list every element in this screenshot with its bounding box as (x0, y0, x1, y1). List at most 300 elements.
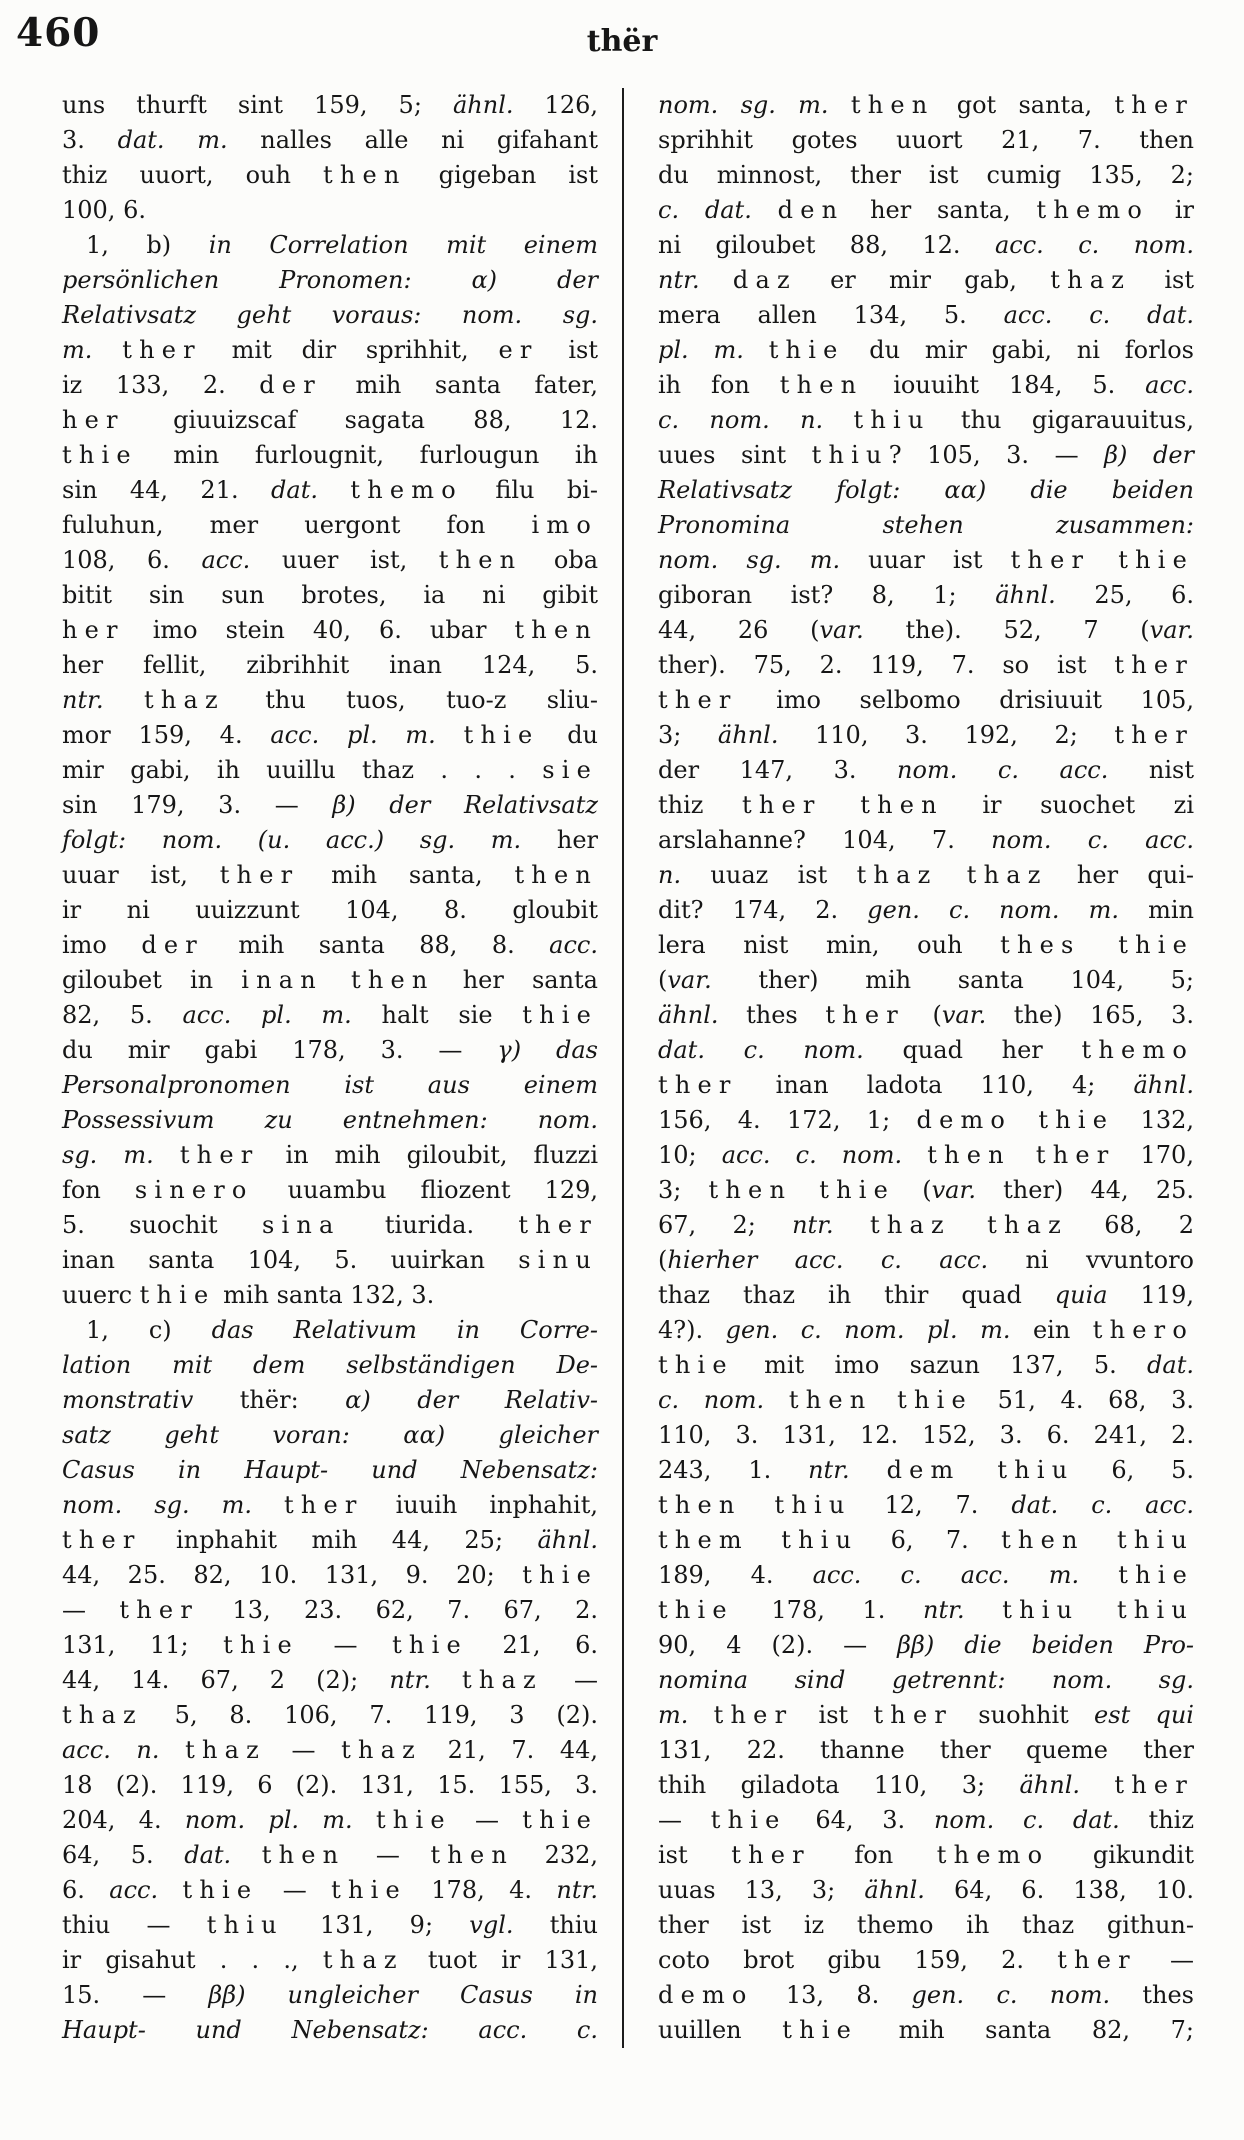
entry-text: thiu (1116, 1526, 1195, 1554)
entry-text: nalles alle ni gifahant (227, 126, 599, 154)
grammar-label: acc. c. acc. m. (812, 1561, 1080, 1589)
entry-text: uns thurft sint 159, 5; (62, 91, 453, 119)
entry-text: 68, 2 (1067, 1211, 1194, 1239)
entry-text: thaz thaz ih thir quad (658, 1281, 1055, 1309)
entry-text: 64, 3. (786, 1806, 934, 1834)
grammar-label: dat. c. acc. (1011, 1491, 1195, 1519)
grammar-label: nom. pl. m. (184, 1806, 353, 1834)
entry-text: her santa, (844, 196, 1037, 224)
entry-text: thiu (853, 406, 931, 434)
text-line (658, 1208, 1194, 1243)
entry-text (902, 1141, 927, 1169)
text-line (658, 753, 1194, 788)
text-line (658, 1768, 1194, 1803)
entry-text: ther) mih santa 104, 5; (711, 966, 1194, 994)
text-line (658, 1558, 1194, 1593)
text-line (658, 1453, 1194, 1488)
entry-text: ther (731, 1841, 811, 1869)
grammar-label: dat. m. (117, 126, 228, 154)
entry-text: ist (658, 1841, 732, 1869)
entry-text: ther (62, 1526, 142, 1554)
text-columns (62, 88, 1194, 2048)
entry-text: — (345, 1841, 431, 1869)
entry-text: 1, b) (62, 231, 209, 259)
text-line (62, 1278, 598, 1313)
grammar-label: Pronomina stehen zusammen: (658, 511, 1194, 539)
entry-text: du mir gabi 178, 3. — (62, 1036, 498, 1064)
entry-text: ther (1114, 91, 1195, 119)
text-line (658, 1978, 1194, 2013)
entry-text: thie (182, 1876, 259, 1904)
text-line (658, 158, 1194, 193)
entry-text: mih santa 132, 3. (215, 1281, 435, 1309)
grammar-label: ntr. (792, 1211, 834, 1239)
entry-text: got santa, (934, 91, 1115, 119)
text-line (658, 648, 1194, 683)
entry-text: thie (1038, 1106, 1115, 1134)
entry-text: 13, 8. (753, 1981, 912, 2009)
grammar-label: Possessivum zu entnehmen: nom. (62, 1106, 598, 1134)
grammar-label: nom. c. acc. (897, 756, 1109, 784)
entry-text: thes (1000, 931, 1081, 959)
grammar-label: Relativsatz folgt: αα) die beiden (658, 476, 1194, 504)
grammar-label: var. (941, 1001, 987, 1029)
entry-text: then (438, 546, 523, 574)
entry-text: thiz (658, 791, 743, 819)
entry-text (431, 1666, 462, 1694)
entry-text: her (521, 826, 598, 854)
grammar-label: lation mit dem selbständigen De- (62, 1351, 598, 1379)
entry-text: ther (713, 1701, 794, 1729)
entry-text (688, 1701, 713, 1729)
text-line (658, 1908, 1194, 1943)
text-line (62, 753, 598, 788)
entry-text: thie (139, 1281, 216, 1309)
entry-text (318, 476, 350, 504)
text-line (62, 1418, 598, 1453)
entry-text: — (265, 1736, 342, 1764)
entry-text: the). 52, 7 ( (863, 616, 1150, 644)
entry-text: thaz (987, 1211, 1068, 1239)
grammar-label: sg. m. (62, 1141, 154, 1169)
text-line (658, 1943, 1194, 1978)
entry-text: inan ladota 110, 4; (737, 1071, 1134, 1099)
entry-text: ir suochet zi (943, 791, 1195, 819)
entry-text: tuot ir 131, (403, 1946, 599, 1974)
entry-text: her (62, 406, 125, 434)
entry-text: ( (658, 1246, 668, 1274)
entry-text: 189, 4. (658, 1561, 813, 1589)
text-line (62, 123, 598, 158)
entry-text: thaz (322, 1946, 404, 1974)
entry-text (1085, 1526, 1117, 1554)
entry-text: her qui- (1047, 861, 1194, 889)
entry-text (850, 1456, 887, 1484)
text-line (658, 1068, 1194, 1103)
entry-text: sinero (134, 1176, 254, 1204)
entry-text: thaz (462, 1666, 543, 1694)
entry-text: — (258, 1876, 332, 1904)
entry-text (104, 686, 144, 714)
entry-text: ther (122, 336, 202, 364)
entry-text: den (777, 196, 845, 224)
entry-text: ist (793, 1701, 874, 1729)
grammar-label: nom. sg. m. (658, 546, 841, 574)
entry-text: ? 105, 3. — (888, 441, 1105, 469)
entry-text: der 147, 3. (658, 756, 898, 784)
grammar-label: m. (62, 336, 93, 364)
grammar-label: satz geht voran: αα) gleicher (62, 1421, 598, 1449)
entry-text: uuar ist, (62, 861, 220, 889)
text-line (658, 473, 1194, 508)
entry-text: 44, 14. 67, 2 (2); (62, 1666, 390, 1694)
entry-text: ist (538, 336, 599, 364)
entry-text: thiz (1119, 1806, 1194, 1834)
grammar-label: hierher acc. c. acc. (667, 1246, 989, 1274)
grammar-label: vgl. (469, 1911, 514, 1939)
entry-text: sie (542, 756, 598, 784)
entry-text: er mir gab, (796, 266, 1051, 294)
text-line (658, 1803, 1194, 1838)
grammar-label: var. (931, 1176, 976, 1204)
text-line (62, 823, 598, 858)
entry-text: 126, (513, 91, 598, 119)
text-line (658, 858, 1194, 893)
grammar-label: gen. c. nom. m. (867, 896, 1119, 924)
entry-text: 10; (658, 1141, 722, 1169)
grammar-label: var. (1149, 616, 1194, 644)
entry-text: thiz uuort, ouh (62, 161, 323, 189)
text-line (62, 1313, 598, 1348)
grammar-label: ähnl. (1133, 1071, 1194, 1099)
entry-text: ther (119, 1596, 199, 1624)
entry-text: 64, 5. (62, 1841, 185, 1869)
text-line (62, 1068, 598, 1103)
grammar-label: gen. c. nom. pl. m. (725, 1316, 1011, 1344)
entry-text: then (779, 371, 864, 399)
text-line (62, 648, 598, 683)
entry-text: thie (522, 1561, 598, 1589)
grammar-label: Personalpronomen ist aus einem (62, 1071, 598, 1099)
entry-text: ther (658, 1071, 738, 1099)
page-number: 460 (16, 10, 101, 56)
entry-text: ther (1114, 721, 1194, 749)
text-line (658, 228, 1194, 263)
entry-text: inphahit mih 44, 25; (141, 1526, 538, 1554)
text-line (658, 1593, 1194, 1628)
entry-text: thero (1092, 1316, 1195, 1344)
entry-text: thiu (997, 1456, 1075, 1484)
grammar-label: nom. c. acc. (991, 826, 1194, 854)
grammar-label: var. (819, 616, 864, 644)
text-line (658, 263, 1194, 298)
entry-text: ther ist iz themo ih thaz githun- (658, 1911, 1194, 1939)
entry-text: halt sie (351, 1001, 523, 1029)
text-line (658, 1663, 1194, 1698)
entry-text: 178, 1. (733, 1596, 924, 1624)
grammar-label: Casus in Haupt- und Nebensatz: (62, 1456, 598, 1484)
text-line (62, 1593, 598, 1628)
text-line (658, 508, 1194, 543)
entry-text: 44, 26 ( (658, 616, 820, 644)
entry-text: fon (810, 1841, 937, 1869)
entry-text: — (451, 1806, 523, 1834)
entry-text (822, 791, 861, 819)
entry-text: ( (658, 966, 668, 994)
text-line (62, 473, 598, 508)
entry-text: 232, (514, 1841, 599, 1869)
text-line (62, 718, 598, 753)
grammar-label: quia (1054, 1281, 1108, 1309)
text-line (658, 1138, 1194, 1173)
entry-text: mih santa, (299, 861, 515, 889)
entry-text: ir (1149, 196, 1194, 224)
entry-text: lera nist min, ouh (658, 931, 1001, 959)
entry-text: uuer ist, (250, 546, 439, 574)
entry-text: ( (904, 1001, 942, 1029)
text-line (62, 1488, 598, 1523)
entry-text: then (850, 91, 935, 119)
entry-text: imo selbomo drisiuuit 105, (737, 686, 1194, 714)
entry-text: 5, 8. 106, 7. 119, 3 (2). (142, 1701, 598, 1729)
text-line (62, 683, 598, 718)
entry-text: thie (1118, 931, 1194, 959)
entry-text: demo (916, 1106, 1013, 1134)
entry-text: sin 44, 21. (62, 476, 272, 504)
grammar-label: ähnl. (717, 721, 779, 749)
entry-text: 90, 4 (2). — (658, 1631, 898, 1659)
text-line (62, 1208, 598, 1243)
grammar-label: ntr. (62, 686, 104, 714)
entry-text: 64, 6. 138, 10. (924, 1876, 1195, 1904)
text-line (62, 613, 598, 648)
entry-text: arslahanne? 104, 7. (658, 826, 992, 854)
entry-text: thie (463, 721, 540, 749)
text-line (62, 263, 598, 298)
entry-text (823, 406, 853, 434)
entry-text: then (430, 1841, 514, 1869)
entry-text (834, 1211, 870, 1239)
entry-text: du mir gabi, ni forlos (844, 336, 1195, 364)
entry-text: ther (284, 1491, 364, 1519)
text-line (658, 1348, 1194, 1383)
entry-text: thiu (781, 1526, 859, 1554)
entry-text (158, 1876, 182, 1904)
grammar-label: ββ) die beiden Pro- (897, 1631, 1194, 1659)
entry-text: then (788, 1386, 873, 1414)
entry-text: iz 133, 2. (62, 371, 260, 399)
grammar-label: Relativsatz geht voraus: nom. sg. (62, 301, 598, 329)
entry-text: quad her (863, 1036, 1082, 1064)
entry-text: 243, 1. (658, 1456, 809, 1484)
entry-text: inan santa 104, 5. uuirkan (62, 1246, 519, 1274)
entry-text: then (514, 861, 598, 889)
grammar-label: ntr. (658, 266, 700, 294)
entry-text: min (1118, 896, 1194, 924)
text-line (658, 2013, 1194, 2048)
text-line (62, 1558, 598, 1593)
entry-text: gikundit (1049, 1841, 1195, 1869)
entry-text: mor 159, 4. (62, 721, 271, 749)
entry-text (742, 1491, 775, 1519)
entry-text (752, 196, 778, 224)
text-line (62, 1838, 598, 1873)
entry-text: then (860, 791, 944, 819)
text-line (658, 613, 1194, 648)
grammar-label: est qui (1094, 1701, 1194, 1729)
text-line (62, 1943, 598, 1978)
text-line (658, 1838, 1194, 1873)
entry-text: thaz (143, 686, 225, 714)
entry-text: themo (936, 1841, 1050, 1869)
entry-text: then (323, 161, 407, 189)
grammar-label: ähnl. (864, 1876, 925, 1904)
grammar-label: n. (658, 861, 682, 889)
entry-text (965, 1596, 1003, 1624)
entry-text: mit dir sprihhit, (201, 336, 499, 364)
grammar-label: acc. (109, 1876, 159, 1904)
entry-text: ir gisahut . . ., (62, 1946, 323, 1974)
entry-text: fuluhun, mer uergont fon (62, 511, 532, 539)
entry-text: 51, 4. 68, 3. (972, 1386, 1194, 1414)
text-line (658, 298, 1194, 333)
grammar-label: ββ) ungleicher Casus in (208, 1981, 598, 2009)
entry-text: ( (895, 1176, 932, 1204)
text-line (62, 963, 598, 998)
entry-text: uuas 13, 3; (658, 1876, 865, 1904)
entry-text: 100, 6. (62, 196, 146, 224)
grammar-label: c. nom. (658, 1386, 765, 1414)
text-line (62, 1523, 598, 1558)
text-line (62, 1383, 598, 1418)
text-line (658, 893, 1194, 928)
entry-text: thie (1118, 1561, 1194, 1589)
entry-text: ist (1131, 266, 1195, 294)
entry-text: 13, 23. 62, 7. 67, 2. (199, 1596, 598, 1624)
text-line (658, 88, 1194, 123)
entry-text (323, 966, 351, 994)
running-head: thër (586, 24, 658, 59)
entry-text: — (1136, 1946, 1194, 1974)
entry-text: 67, 2; (658, 1211, 793, 1239)
entry-text: 131, 9; (283, 1911, 470, 1939)
entry-text: thaz (869, 1211, 951, 1239)
text-line (62, 403, 598, 438)
text-line (62, 998, 598, 1033)
grammar-label: acc. c. nom. (994, 231, 1194, 259)
text-line (658, 1873, 1194, 1908)
right-column (622, 88, 1194, 2048)
entry-text (872, 1386, 897, 1414)
entry-text: thie (897, 1386, 973, 1414)
entry-text (436, 721, 464, 749)
text-line (62, 1033, 598, 1068)
entry-text (829, 91, 851, 119)
entry-text: 3; (658, 721, 718, 749)
entry-text (1012, 1106, 1038, 1134)
grammar-label: dat. (271, 476, 318, 504)
grammar-label: pl. m. (658, 336, 744, 364)
grammar-label: ähnl. (658, 1001, 719, 1029)
text-line (658, 718, 1194, 753)
text-line (658, 788, 1194, 823)
grammar-label: α) der Relativ- (345, 1386, 598, 1414)
grammar-label: dat. c. nom. (658, 1036, 864, 1064)
entry-text: 4?). (658, 1316, 726, 1344)
entry-text: uues sint (658, 441, 812, 469)
grammar-label: acc. (549, 931, 598, 959)
entry-text: mih santa 82, 7; (858, 2016, 1194, 2044)
text-line (658, 928, 1194, 963)
entry-text: thaz (966, 861, 1048, 889)
text-line (62, 333, 598, 368)
text-line (62, 578, 598, 613)
entry-text: 1, c) (62, 1316, 212, 1344)
entry-text: — (62, 1596, 120, 1624)
entry-text: 110, 3. 131, 12. 152, 3. 6. 241, 2. (658, 1421, 1194, 1449)
entry-text: thie (658, 1351, 734, 1379)
entry-text: thie (392, 1631, 468, 1659)
entry-text: 6, 7. (858, 1526, 1002, 1554)
grammar-label: ntr. (389, 1666, 431, 1694)
entry-text: iouuiht 184, 5. (863, 371, 1146, 399)
text-line (62, 893, 598, 928)
entry-text: ther). 75, 2. 119, 7. so ist (658, 651, 1115, 679)
grammar-label: nomina sind getrennt: nom. sg. (658, 1666, 1194, 1694)
entry-text: 5. suochit (62, 1211, 262, 1239)
text-line (62, 88, 598, 123)
entry-text: the) 165, 3. (986, 1001, 1194, 1029)
text-line (658, 543, 1194, 578)
entry-text: gigeban ist (406, 161, 598, 189)
entry-text: ni vvuntoro (988, 1246, 1195, 1274)
entry-text: mit imo sazun 137, 5. (733, 1351, 1148, 1379)
grammar-label: γ) das (497, 1036, 599, 1064)
grammar-label: acc. c. dat. (1003, 301, 1194, 329)
grammar-label: das Relativum in Corre- (211, 1316, 598, 1344)
text-line (62, 1173, 598, 1208)
entry-text: 18 (2). 119, 6 (2). 131, 15. 155, 3. (62, 1771, 598, 1799)
entry-text: uuillen (658, 2016, 783, 2044)
entry-text: — (658, 1806, 711, 1834)
grammar-label: ähnl. (1019, 1771, 1080, 1799)
text-line (62, 228, 598, 263)
entry-text: imo (62, 931, 142, 959)
text-line (62, 1733, 598, 1768)
grammar-label: nom. sg. m. (658, 91, 829, 119)
entry-text: thie (522, 1806, 598, 1834)
entry-text: 156, 4. 172, 1; (658, 1106, 917, 1134)
entry-text: 21, 7. 44, (422, 1736, 598, 1764)
entry-text: thes (718, 1001, 826, 1029)
left-column (62, 88, 598, 2048)
entry-text: mir gabi, ih uuillu thaz . . . (62, 756, 543, 784)
entry-text: der (259, 371, 322, 399)
entry-text: du minnost, ther ist cumig 135, 2; (658, 161, 1194, 189)
grammar-label: persönlichen Pronomen: α) der (62, 266, 598, 294)
entry-text: ther (825, 1001, 905, 1029)
entry-text: 3. (62, 126, 118, 154)
text-line (62, 1873, 598, 1908)
entry-text: 131, 22. thanne ther queme ther (658, 1736, 1194, 1764)
entry-text: thaz (341, 1736, 422, 1764)
entry-text: thiu (811, 441, 889, 469)
entry-text: coto brot gibu 159, 2. (658, 1946, 1058, 1974)
entry-text: then (658, 1491, 742, 1519)
entry-text: 204, 4. (62, 1806, 185, 1834)
grammar-label: c. dat. (658, 196, 752, 224)
text-line (658, 1488, 1194, 1523)
